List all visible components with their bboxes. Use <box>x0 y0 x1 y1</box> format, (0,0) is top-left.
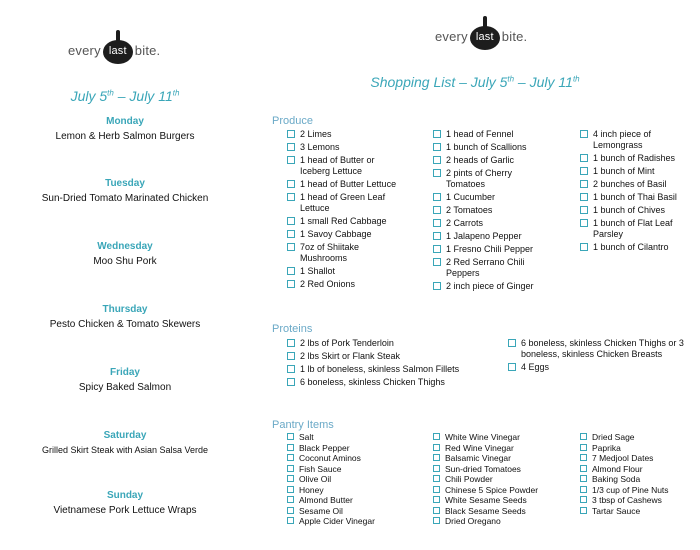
menu-date-range: July 5th – July 11th <box>70 88 180 104</box>
produce-heading: Produce <box>272 115 313 127</box>
checkbox[interactable] <box>508 339 516 347</box>
checkbox[interactable] <box>287 496 294 503</box>
list-item[interactable]: 1 Jalapeno Pepper <box>433 231 553 242</box>
list-item[interactable]: 2 Tomatoes <box>433 205 553 216</box>
checkbox[interactable] <box>287 365 295 373</box>
list-item[interactable]: 2 Red Onions <box>287 279 407 290</box>
checkbox[interactable] <box>433 444 440 451</box>
list-item[interactable]: 1 head of Green Leaf Lettuce <box>287 192 407 214</box>
list-item[interactable]: 2 lbs Skirt or Flank Steak <box>287 351 487 362</box>
skillet-icon <box>103 36 133 64</box>
checkbox[interactable] <box>287 517 294 524</box>
list-item[interactable]: 1 lb of boneless, skinless Salmon Fillets <box>287 364 487 375</box>
list-item[interactable]: 2 Red Serrano Chili Peppers <box>433 257 553 279</box>
brand-word-every: every <box>68 42 101 58</box>
list-item[interactable]: 2 bunches of Basil <box>580 179 692 190</box>
checkbox[interactable] <box>580 154 588 162</box>
checkbox[interactable] <box>287 243 295 251</box>
checkbox[interactable] <box>433 486 440 493</box>
list-item[interactable]: 2 Limes <box>287 129 407 140</box>
checkbox[interactable] <box>580 243 588 251</box>
checkbox[interactable] <box>580 180 588 188</box>
checkbox[interactable] <box>580 454 587 461</box>
list-item[interactable]: Honey <box>287 485 422 496</box>
list-item[interactable]: Sesame Oil <box>287 506 422 517</box>
checkbox[interactable] <box>580 219 588 227</box>
checkbox[interactable] <box>287 280 295 288</box>
list-item[interactable]: Almond Flour <box>580 464 692 475</box>
checkbox[interactable] <box>580 475 587 482</box>
list-item[interactable]: 1 small Red Cabbage <box>287 216 407 227</box>
list-item[interactable]: Dried Sage <box>580 432 692 443</box>
list-item[interactable]: 6 boneless, skinless Chicken Thighs or 3 boneless, skinless Chicken Breasts <box>508 338 693 360</box>
brand-word-last: last <box>475 31 494 43</box>
produce-column-3 <box>580 129 692 255</box>
list-item[interactable]: Fish Sauce <box>287 464 422 475</box>
list-item[interactable]: Tartar Sauce <box>580 506 692 517</box>
checkbox[interactable] <box>508 363 516 371</box>
checkbox[interactable] <box>433 465 440 472</box>
day-meal: Vietnamese Pork Lettuce Wraps <box>53 505 197 516</box>
checkbox[interactable] <box>287 180 295 188</box>
list-item[interactable]: 4 inch piece of Lemongrass <box>580 129 692 151</box>
list-item[interactable]: Sun-dried Tomatoes <box>433 464 573 475</box>
proteins-column-2 <box>508 338 693 375</box>
list-item[interactable]: 7oz of Shiitake Mushrooms <box>287 242 407 264</box>
checkbox[interactable] <box>580 507 587 514</box>
produce-column-2 <box>433 129 553 294</box>
list-item[interactable]: 1 bunch of Thai Basil <box>580 192 692 203</box>
day-meal: Spicy Baked Salmon <box>78 382 172 393</box>
checkbox[interactable] <box>433 433 440 440</box>
list-item[interactable]: 2 Carrots <box>433 218 553 229</box>
checkbox[interactable] <box>433 507 440 514</box>
list-item[interactable]: Olive Oil <box>287 474 422 485</box>
day-sunday <box>0 490 250 516</box>
list-item[interactable]: 7 Medjool Dates <box>580 453 692 464</box>
list-item[interactable]: Black Sesame Seeds <box>433 506 573 517</box>
checkbox[interactable] <box>287 465 294 472</box>
day-name: Tuesday <box>105 178 145 189</box>
pantry-column-2 <box>433 432 573 527</box>
list-item[interactable]: 1 head of Butter or Iceberg Lettuce <box>287 155 407 177</box>
checkbox[interactable] <box>287 444 294 451</box>
checkbox[interactable] <box>580 465 587 472</box>
brand-word-bite: bite. <box>134 42 161 58</box>
checkbox[interactable] <box>433 475 440 482</box>
checkbox[interactable] <box>287 454 294 461</box>
day-meal: Moo Shu Pork <box>93 256 157 267</box>
brand-word-every: every <box>435 28 468 44</box>
list-item[interactable]: Chili Powder <box>433 474 573 485</box>
list-item[interactable]: Chinese 5 Spice Powder <box>433 485 573 496</box>
day-thursday <box>0 304 250 330</box>
list-item[interactable]: Balsamic Vinegar <box>433 453 573 464</box>
checkbox[interactable] <box>580 206 588 214</box>
list-item[interactable]: 1 bunch of Cilantro <box>580 242 692 253</box>
proteins-column-1 <box>287 338 487 390</box>
day-name: Sunday <box>106 490 144 501</box>
checkbox[interactable] <box>287 130 295 138</box>
list-item[interactable]: 2 lbs of Pork Tenderloin <box>287 338 487 349</box>
checkbox[interactable] <box>580 496 587 503</box>
checkbox[interactable] <box>287 475 294 482</box>
checkbox[interactable] <box>433 169 441 177</box>
pantry-column-3 <box>580 432 692 516</box>
checkbox[interactable] <box>287 193 295 201</box>
checkbox[interactable] <box>433 454 440 461</box>
checkbox[interactable] <box>433 245 441 253</box>
list-item[interactable]: Red Wine Vinegar <box>433 443 573 454</box>
pantry-column-1 <box>287 432 422 527</box>
list-item[interactable]: Baking Soda <box>580 474 692 485</box>
checkbox[interactable] <box>287 230 295 238</box>
list-item[interactable]: 1 head of Butter Lettuce <box>287 179 407 190</box>
checkbox[interactable] <box>580 433 587 440</box>
checkbox[interactable] <box>287 352 295 360</box>
checkbox[interactable] <box>433 193 441 201</box>
checkbox[interactable] <box>287 267 295 275</box>
day-name: Thursday <box>102 304 148 315</box>
checkbox[interactable] <box>287 143 295 151</box>
shopping-list-title: Shopping List – July 5th – July 11th <box>370 74 580 90</box>
checkbox[interactable] <box>433 517 440 524</box>
proteins-heading: Proteins <box>272 323 313 335</box>
day-saturday <box>0 430 250 455</box>
checkbox[interactable] <box>580 444 587 451</box>
produce-column-1 <box>287 129 407 292</box>
checkbox[interactable] <box>580 193 588 201</box>
day-meal: Sun-Dried Tomato Marinated Chicken <box>41 193 209 204</box>
day-wednesday <box>0 241 250 267</box>
checkbox[interactable] <box>287 433 294 440</box>
list-item[interactable]: 6 boneless, skinless Chicken Thighs <box>287 377 487 388</box>
list-item[interactable]: 1/3 cup of Pine Nuts <box>580 485 692 496</box>
checkbox[interactable] <box>433 143 441 151</box>
list-item[interactable]: 3 tbsp of Cashews <box>580 495 692 506</box>
list-item[interactable]: Almond Butter <box>287 495 422 506</box>
checkbox[interactable] <box>580 167 588 175</box>
skillet-icon <box>470 22 500 50</box>
checkbox[interactable] <box>287 378 295 386</box>
list-item[interactable]: 1 bunch of Scallions <box>433 142 553 153</box>
day-name: Wednesday <box>97 241 153 252</box>
list-item[interactable]: Coconut Aminos <box>287 453 422 464</box>
checkbox[interactable] <box>287 339 295 347</box>
day-meal: Grilled Skirt Steak with Asian Salsa Verde <box>41 445 209 455</box>
checkbox[interactable] <box>287 156 295 164</box>
day-tuesday <box>0 178 250 204</box>
pantry-heading: Pantry Items <box>272 419 334 431</box>
checkbox[interactable] <box>433 156 441 164</box>
brand-logo-right <box>435 22 527 50</box>
list-item[interactable]: 1 bunch of Radishes <box>580 153 692 164</box>
checkbox[interactable] <box>287 507 294 514</box>
list-item[interactable]: Dried Oregano <box>433 516 573 527</box>
list-item[interactable]: 2 pints of Cherry Tomatoes <box>433 168 553 190</box>
list-item[interactable]: Salt <box>287 432 422 443</box>
day-meal: Lemon & Herb Salmon Burgers <box>55 131 195 142</box>
checkbox[interactable] <box>433 232 441 240</box>
list-item[interactable]: 1 Shallot <box>287 266 407 277</box>
list-item[interactable]: 1 Cucumber <box>433 192 553 203</box>
day-monday <box>0 116 250 142</box>
checkbox[interactable] <box>287 486 294 493</box>
list-item[interactable]: 1 Savoy Cabbage <box>287 229 407 240</box>
list-item[interactable]: 1 head of Fennel <box>433 129 553 140</box>
checkbox[interactable] <box>580 130 588 138</box>
list-item[interactable]: 2 heads of Garlic <box>433 155 553 166</box>
checkbox[interactable] <box>433 496 440 503</box>
list-item[interactable]: Black Pepper <box>287 443 422 454</box>
day-name: Saturday <box>103 430 147 441</box>
day-meal: Pesto Chicken & Tomato Skewers <box>49 319 201 330</box>
list-item[interactable]: Apple Cider Vinegar <box>287 516 422 527</box>
brand-word-bite: bite. <box>501 28 528 44</box>
list-item[interactable]: 2 inch piece of Ginger <box>433 281 553 292</box>
list-item[interactable]: Paprika <box>580 443 692 454</box>
checkbox[interactable] <box>433 130 441 138</box>
list-item[interactable]: 3 Lemons <box>287 142 407 153</box>
brand-word-last: last <box>108 45 127 57</box>
checkbox[interactable] <box>287 217 295 225</box>
list-item[interactable]: White Wine Vinegar <box>433 432 573 443</box>
list-item[interactable]: 1 bunch of Flat Leaf Parsley <box>580 218 692 240</box>
checkbox[interactable] <box>580 486 587 493</box>
list-item[interactable]: 1 Fresno Chili Pepper <box>433 244 553 255</box>
list-item[interactable]: White Sesame Seeds <box>433 495 573 506</box>
day-name: Friday <box>109 367 140 378</box>
checkbox[interactable] <box>433 219 441 227</box>
day-friday <box>0 367 250 393</box>
checkbox[interactable] <box>433 258 441 266</box>
list-item[interactable]: 1 bunch of Mint <box>580 166 692 177</box>
list-item[interactable]: 4 Eggs <box>508 362 693 373</box>
brand-logo-left <box>68 36 160 64</box>
checkbox[interactable] <box>433 282 441 290</box>
checkbox[interactable] <box>433 206 441 214</box>
list-item[interactable]: 1 bunch of Chives <box>580 205 692 216</box>
day-name: Monday <box>106 116 144 127</box>
